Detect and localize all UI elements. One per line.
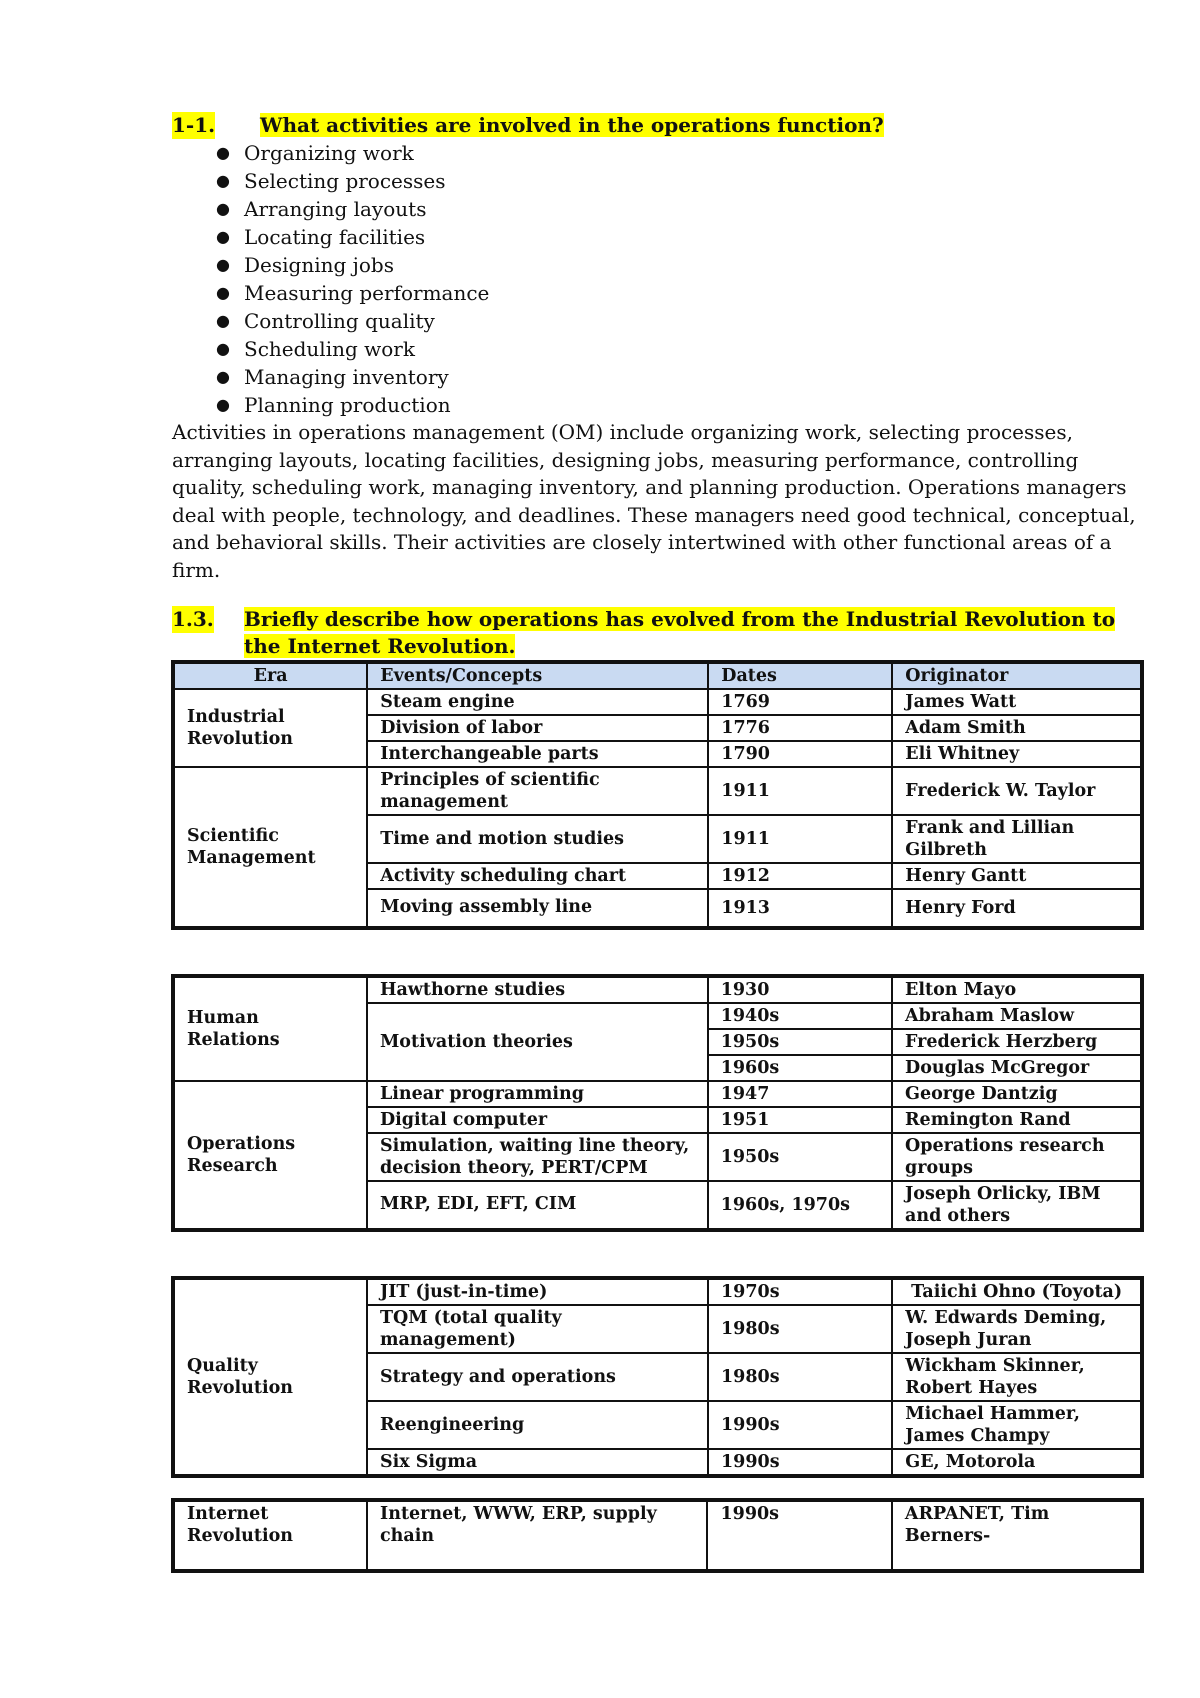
table-cell: Moving assembly line	[367, 889, 708, 928]
evolution-table-part-3	[171, 1276, 1144, 1478]
table-cell: Steam engine	[367, 689, 708, 715]
table-cell: Interchangeable parts	[367, 741, 708, 767]
question-title: Briefly describe how operations has evolved from the Industrial Revolution to the Internet Revolution.	[244, 607, 1116, 658]
era-cell: Operations Research	[173, 1081, 367, 1230]
table-cell: Operations research groups	[892, 1133, 1142, 1181]
table-cell: 1980s	[708, 1353, 892, 1401]
table-row	[173, 1278, 1142, 1305]
question-1-3-heading	[172, 606, 1142, 660]
list-item: ● Controlling quality	[216, 309, 435, 333]
table-cell: George Dantzig	[892, 1081, 1142, 1107]
table-cell: Remington Rand	[892, 1107, 1142, 1133]
table-cell: Frank and Lillian Gilbreth	[892, 815, 1142, 863]
table-cell: 1911	[708, 815, 892, 863]
bullet-icon: ●	[216, 171, 230, 190]
table-cell: 1950s	[708, 1133, 892, 1181]
table-cell: 1960s	[708, 1055, 892, 1081]
table-cell: ARPANET, Tim Berners-	[892, 1500, 1142, 1571]
evolution-table-part-1	[171, 660, 1144, 930]
list-item: ● Designing jobs	[216, 253, 394, 277]
table-cell: 1980s	[708, 1305, 892, 1353]
header-dates: Dates	[708, 662, 892, 689]
question-number: 1.3.	[172, 607, 214, 631]
table-cell: Henry Ford	[892, 889, 1142, 928]
list-item: ● Selecting processes	[216, 169, 446, 193]
table-cell: Hawthorne studies	[367, 976, 708, 1003]
list-item: ● Organizing work	[216, 141, 414, 165]
table-cell: W. Edwards Deming, Joseph Juran	[892, 1305, 1142, 1353]
table-cell: 1776	[708, 715, 892, 741]
table-cell: 1940s	[708, 1003, 892, 1029]
table-cell: TQM (total quality management)	[367, 1305, 708, 1353]
table-cell: Time and motion studies	[367, 815, 708, 863]
table-cell: Elton Mayo	[892, 976, 1142, 1003]
table-cell: Henry Gantt	[892, 863, 1142, 889]
era-cell: Human Relations	[173, 976, 367, 1081]
list-item: ● Arranging layouts	[216, 197, 427, 221]
table-cell: 1990s	[708, 1449, 892, 1476]
bullet-icon: ●	[216, 395, 230, 414]
table-row	[173, 1081, 1142, 1107]
table-row	[173, 976, 1142, 1003]
table-cell: 1930	[708, 976, 892, 1003]
table-cell: Eli Whitney	[892, 741, 1142, 767]
bullet-icon: ●	[216, 227, 230, 246]
list-item: ● Measuring performance	[216, 281, 490, 305]
table-row	[173, 1500, 1142, 1571]
bullet-icon: ●	[216, 199, 230, 218]
table-cell: Frederick Herzberg	[892, 1029, 1142, 1055]
bullet-icon: ●	[216, 311, 230, 330]
table-cell: Joseph Orlicky, IBM and others	[892, 1181, 1142, 1230]
table-cell: 1947	[708, 1081, 892, 1107]
table-cell: Douglas McGregor	[892, 1055, 1142, 1081]
header-events: Events/Concepts	[367, 662, 708, 689]
table-cell: GE, Motorola	[892, 1449, 1142, 1476]
question-1-1-heading	[172, 112, 1142, 139]
list-item: ● Locating facilities	[216, 225, 426, 249]
table-cell: 1951	[708, 1107, 892, 1133]
era-cell: Quality Revolution	[173, 1278, 367, 1476]
table-cell: Michael Hammer, James Champy	[892, 1401, 1142, 1449]
document-page	[172, 112, 1142, 1573]
question-number: 1-1.	[172, 113, 216, 137]
table-cell: MRP, EDI, EFT, CIM	[367, 1181, 708, 1230]
table-cell: Reengineering	[367, 1401, 708, 1449]
table-cell: Activity scheduling chart	[367, 863, 708, 889]
table-cell: 1990s	[707, 1500, 891, 1571]
table-cell: 1790	[708, 741, 892, 767]
table-cell: Strategy and operations	[367, 1353, 708, 1401]
era-cell: Internet Revolution	[173, 1500, 367, 1571]
table-cell: 1960s, 1970s	[708, 1181, 892, 1230]
table-cell: Linear programming	[367, 1081, 708, 1107]
table-cell: Abraham Maslow	[892, 1003, 1142, 1029]
table-row	[173, 767, 1142, 815]
table-cell: Digital computer	[367, 1107, 708, 1133]
table-cell: Frederick W. Taylor	[892, 767, 1142, 815]
table-cell: 1950s	[708, 1029, 892, 1055]
bullet-icon: ●	[216, 367, 230, 386]
table-cell: Principles of scientific management	[367, 767, 708, 815]
answer-paragraph: Activities in operations management (OM) include organizing work, selecting processes, arranging layouts, locating facilities, designing jobs, measuring performance, controlling quality, scheduling work, managing inventory, and planning production. Operations managers deal with people, technology, and deadlines. These managers need good technical, conceptual, and behavioral skills. Their activities are closely intertwined with other functional areas of a firm.	[172, 420, 1136, 582]
table-cell: Wickham Skinner, Robert Hayes	[892, 1353, 1142, 1401]
table-cell: Taiichi Ohno (Toyota)	[892, 1278, 1142, 1305]
table-row	[173, 689, 1142, 715]
table-cell: Simulation, waiting line theory, decision theory, PERT/CPM	[367, 1133, 708, 1181]
bullet-icon: ●	[216, 255, 230, 274]
table-cell: James Watt	[892, 689, 1142, 715]
era-cell: Industrial Revolution	[173, 689, 367, 767]
table-cell: 1990s	[708, 1401, 892, 1449]
table-cell: 1970s	[708, 1278, 892, 1305]
list-item: ● Planning production	[216, 393, 451, 417]
bullet-icon: ●	[216, 339, 230, 358]
table-cell: 1912	[708, 863, 892, 889]
evolution-table-part-4	[171, 1498, 1144, 1573]
evolution-table-part-2	[171, 974, 1144, 1232]
table-cell: Motivation theories	[367, 1003, 708, 1081]
header-originator: Originator	[892, 662, 1142, 689]
table-cell: 1911	[708, 767, 892, 815]
table-header-row	[173, 662, 1142, 689]
table-cell: Internet, WWW, ERP, supply chain	[367, 1500, 707, 1571]
table-cell: Six Sigma	[367, 1449, 708, 1476]
list-item: ● Managing inventory	[216, 365, 449, 389]
table-cell: JIT (just-in-time)	[367, 1278, 708, 1305]
question-title: What activities are involved in the operations function?	[260, 113, 884, 137]
activities-list	[172, 139, 1142, 419]
header-era: Era	[173, 662, 367, 689]
table-cell: Adam Smith	[892, 715, 1142, 741]
era-cell: Scientific Management	[173, 767, 367, 928]
bullet-icon: ●	[216, 143, 230, 162]
list-item: ● Scheduling work	[216, 337, 415, 361]
table-cell: 1913	[708, 889, 892, 928]
table-cell: 1769	[708, 689, 892, 715]
table-cell: Division of labor	[367, 715, 708, 741]
bullet-icon: ●	[216, 283, 230, 302]
